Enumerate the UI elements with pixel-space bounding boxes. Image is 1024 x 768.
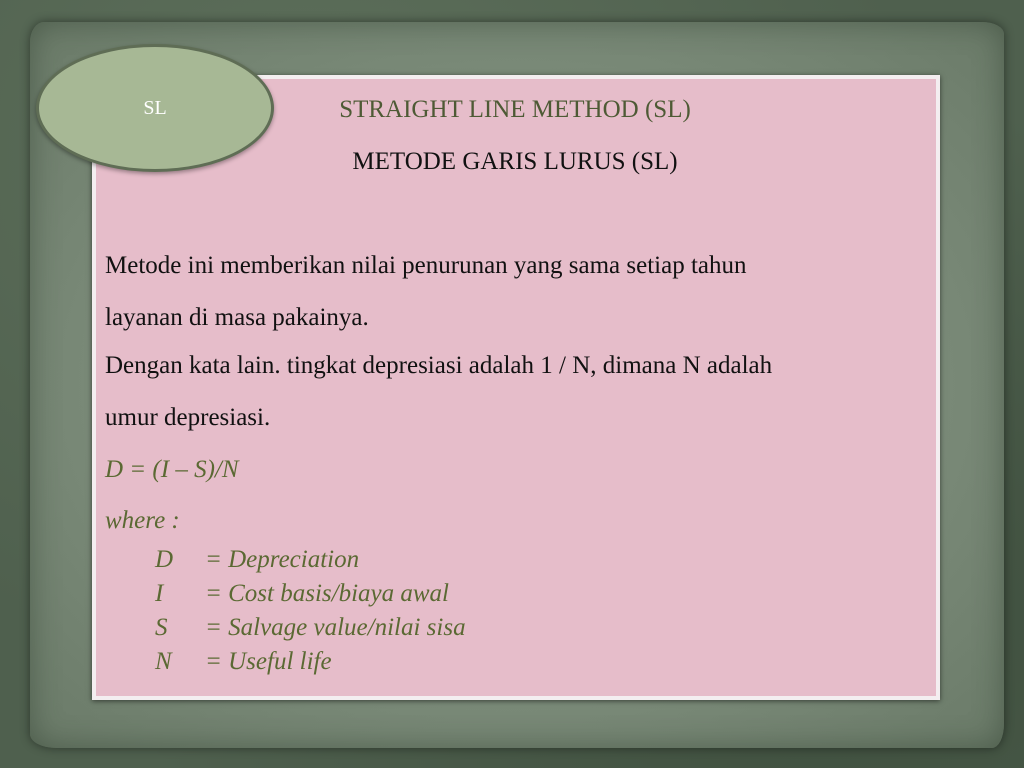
slide-subtitle: METODE GARIS LURUS (SL) bbox=[352, 148, 678, 175]
legend-definition: = Useful life bbox=[205, 648, 332, 675]
legend-symbol: S bbox=[155, 614, 168, 641]
where-label: where : bbox=[105, 507, 180, 534]
body-line-1: Metode ini memberikan nilai penurunan yang sama setiap tahun bbox=[105, 252, 747, 279]
legend-symbol: N bbox=[155, 648, 172, 675]
legend-row-d bbox=[155, 544, 359, 576]
formula: D = (I – S)/N bbox=[105, 456, 239, 483]
body-line-4: umur depresiasi. bbox=[105, 404, 271, 431]
body-line-3: Dengan kata lain. tingkat depresiasi adalah 1 / N, dimana N adalah bbox=[105, 352, 773, 379]
legend-row-n bbox=[155, 646, 332, 678]
section-badge bbox=[36, 44, 274, 172]
slide-title: STRAIGHT LINE METHOD (SL) bbox=[339, 96, 691, 123]
badge-label: SL bbox=[143, 97, 167, 119]
body-line-2: layanan di masa pakainya. bbox=[105, 304, 369, 331]
legend-symbol: I bbox=[155, 580, 164, 607]
legend-definition: = Cost basis/biaya awal bbox=[205, 580, 449, 607]
legend-definition: = Salvage value/nilai sisa bbox=[205, 614, 466, 641]
legend-row-i bbox=[155, 578, 449, 610]
legend-symbol: D bbox=[155, 546, 174, 573]
legend-row-s bbox=[155, 612, 466, 644]
legend-definition: = Depreciation bbox=[205, 546, 360, 573]
